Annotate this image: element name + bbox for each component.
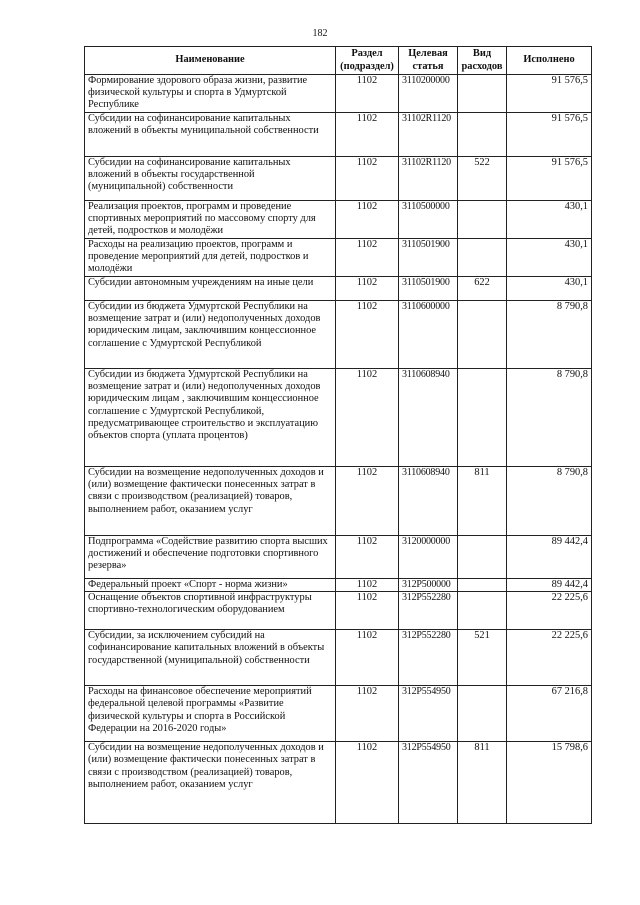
table-row [85, 630, 592, 686]
row-done: 8 790,8 [507, 369, 592, 467]
row-done: 22 225,6 [507, 592, 592, 630]
row-section: 1102 [336, 239, 399, 277]
row-section: 1102 [336, 301, 399, 369]
row-done: 89 442,4 [507, 536, 592, 579]
table-row [85, 157, 592, 201]
row-target: 3110501900 [399, 277, 458, 301]
row-target: 31102R1120 [399, 113, 458, 157]
row-name: Субсидии автономным учреждениям на иные цели [85, 277, 336, 301]
row-done: 8 790,8 [507, 467, 592, 536]
row-name: Расходы на финансовое обеспечение мероприятий федеральной целевой программы «Развитие физической культуры и спорта в Российской Федерации на 2016-2020 годы» [85, 686, 336, 742]
row-section: 1102 [336, 201, 399, 239]
row-done: 91 576,5 [507, 157, 592, 201]
row-name: Формирование здорового образа жизни, развитие физической культуры и спорта в Удмуртской Республике [85, 75, 336, 113]
row-name: Подпрограмма «Содействие развитию спорта высших достижений и обеспечение подготовки спортивного резерва» [85, 536, 336, 579]
row-target: 3110200000 [399, 75, 458, 113]
table-row [85, 239, 592, 277]
table-row [85, 536, 592, 579]
row-type [458, 579, 507, 592]
table-row [85, 75, 592, 113]
row-done: 430,1 [507, 239, 592, 277]
table-row [85, 201, 592, 239]
table-row [85, 369, 592, 467]
row-section: 1102 [336, 157, 399, 201]
row-section: 1102 [336, 536, 399, 579]
table-row [85, 301, 592, 369]
row-target: 31102R1120 [399, 157, 458, 201]
row-done: 430,1 [507, 277, 592, 301]
row-section: 1102 [336, 579, 399, 592]
row-name: Оснащение объектов спортивной инфраструктуры спортивно-технологическим оборудованием [85, 592, 336, 630]
row-section: 1102 [336, 592, 399, 630]
table-row [85, 686, 592, 742]
row-type [458, 75, 507, 113]
row-section: 1102 [336, 277, 399, 301]
row-type [458, 536, 507, 579]
row-section: 1102 [336, 113, 399, 157]
row-section: 1102 [336, 686, 399, 742]
row-type [458, 592, 507, 630]
row-type: 521 [458, 630, 507, 686]
row-done: 8 790,8 [507, 301, 592, 369]
row-type [458, 239, 507, 277]
row-type [458, 113, 507, 157]
row-target: 3110600000 [399, 301, 458, 369]
row-done: 15 798,6 [507, 742, 592, 824]
row-name: Субсидии на возмещение недополученных доходов и (или) возмещение фактически понесенных затрат в связи с производством (реализацией) товаров, выполнением работ, оказанием услуг [85, 467, 336, 536]
row-target: 312P554950 [399, 686, 458, 742]
column-header-target: Целевая статья [399, 47, 458, 75]
row-target: 3110501900 [399, 239, 458, 277]
row-target: 3110500000 [399, 201, 458, 239]
table-header-row [85, 47, 592, 75]
row-name: Расходы на реализацию проектов, программ и проведение мероприятий для детей, подростков и молодёжи [85, 239, 336, 277]
row-target: 312P552280 [399, 630, 458, 686]
row-done: 91 576,5 [507, 75, 592, 113]
row-done: 89 442,4 [507, 579, 592, 592]
row-name: Субсидии из бюджета Удмуртской Республики на возмещение затрат и (или) недополученных доходов юридическим лицам , заключившим концессионное соглашение с Удмуртской Республикой, предусматривающее строительство и эксплуатацию объектов спорта (уплата процентов) [85, 369, 336, 467]
row-type: 622 [458, 277, 507, 301]
row-name: Субсидии на софинансирование капитальных вложений в объекты муниципальной собственности [85, 113, 336, 157]
row-target: 312P552280 [399, 592, 458, 630]
row-name: Субсидии, за исключением субсидий на софинансирование капитальных вложений в объекты государственной (муниципальной) собственности [85, 630, 336, 686]
row-target: 312P554950 [399, 742, 458, 824]
table-row [85, 113, 592, 157]
row-type [458, 686, 507, 742]
column-header-name: Наименование [85, 47, 336, 75]
row-type [458, 201, 507, 239]
row-target: 3110608940 [399, 369, 458, 467]
page-number: 182 [312, 28, 328, 39]
row-name: Субсидии из бюджета Удмуртской Республики на возмещение затрат и (или) недополученных доходов юридическим лицам, заключившим концессионное соглашение с Удмуртской Республикой [85, 301, 336, 369]
row-type: 522 [458, 157, 507, 201]
column-header-type: Вид расходов [458, 47, 507, 75]
row-name: Реализация проектов, программ и проведение спортивных мероприятий по массовому спорту для детей, подростков и молодёжи [85, 201, 336, 239]
budget-table [84, 46, 592, 824]
row-section: 1102 [336, 75, 399, 113]
row-section: 1102 [336, 369, 399, 467]
row-section: 1102 [336, 630, 399, 686]
row-type [458, 301, 507, 369]
table-row [85, 579, 592, 592]
row-done: 67 216,8 [507, 686, 592, 742]
row-section: 1102 [336, 467, 399, 536]
row-target: 3110608940 [399, 467, 458, 536]
column-header-section: Раздел (подраздел) [336, 47, 399, 75]
row-type: 811 [458, 742, 507, 824]
table-row [85, 277, 592, 301]
row-name: Федеральный проект «Спорт - норма жизни» [85, 579, 336, 592]
row-done: 22 225,6 [507, 630, 592, 686]
table-row [85, 467, 592, 536]
row-target: 312P500000 [399, 579, 458, 592]
row-section: 1102 [336, 742, 399, 824]
row-name: Субсидии на возмещение недополученных доходов и (или) возмещение фактически понесенных затрат в связи с производством (реализацией) товаров, выполнением работ, оказанием услуг [85, 742, 336, 824]
table-row [85, 592, 592, 630]
row-done: 430,1 [507, 201, 592, 239]
row-name: Субсидии на софинансирование капитальных вложений в объекты государственной (муниципальной) собственности [85, 157, 336, 201]
row-target: 3120000000 [399, 536, 458, 579]
row-type: 811 [458, 467, 507, 536]
table-row [85, 742, 592, 824]
row-done: 91 576,5 [507, 113, 592, 157]
column-header-done: Исполнено [507, 47, 592, 75]
row-type [458, 369, 507, 467]
